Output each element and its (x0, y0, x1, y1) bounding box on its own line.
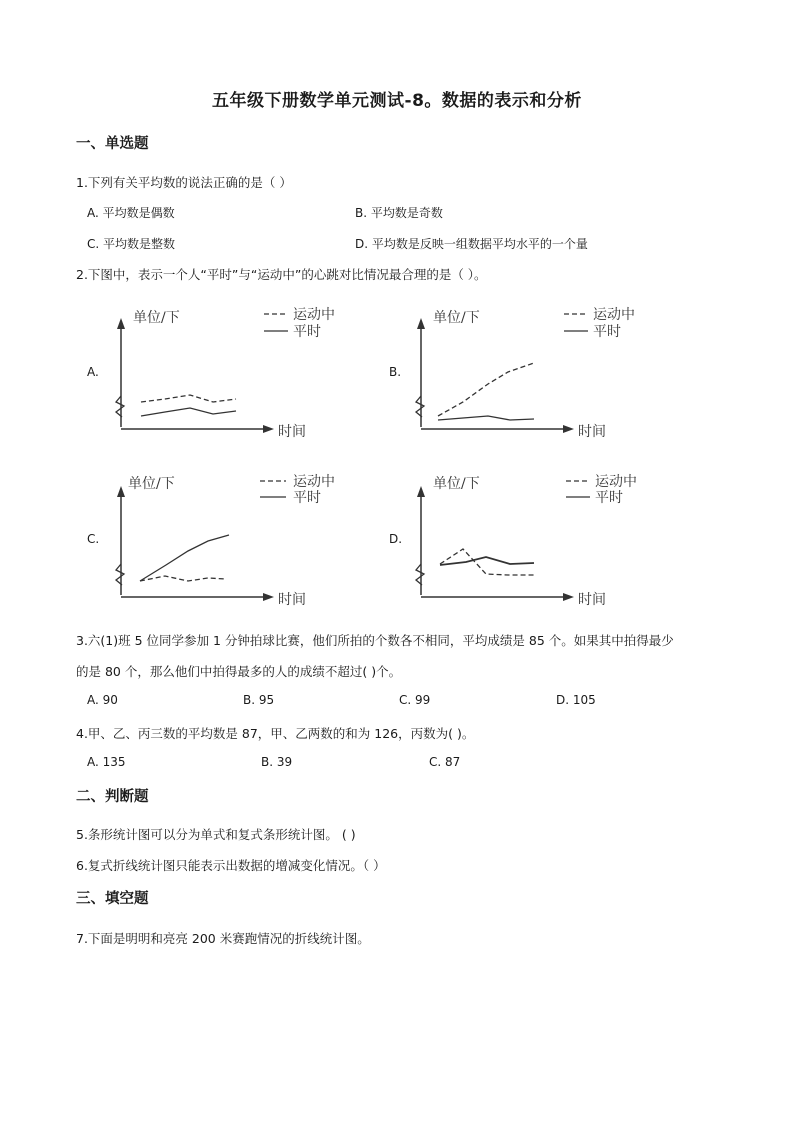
y-axis-label: 单位/下 (133, 310, 180, 326)
q4-option-c[interactable]: C. 87 (429, 755, 461, 769)
legend-moving: 运动中 (595, 474, 637, 490)
q3-option-d[interactable]: D. 105 (556, 693, 596, 707)
question-7: 7.下面是明明和亮亮 200 米赛跑情况的折线统计图。 (76, 931, 370, 946)
section-heading-single-choice: 一、单选题 (76, 136, 149, 152)
q1-option-d[interactable]: D. 平均数是反映一组数据平均水平的一个量 (355, 237, 588, 251)
question-2: 2.下图中，表示一个人“平时”与“运动中”的心跳对比情况最合理的是（ ）。 (76, 267, 487, 282)
graph-b-label[interactable]: B. (389, 365, 402, 379)
heart-rate-graph-b (408, 296, 688, 446)
x-axis-label: 时间 (278, 592, 306, 608)
heart-rate-graph-c (108, 464, 388, 614)
page-title: 五年级下册数学单元测试-8。数据的表示和分析 (212, 91, 582, 111)
graph-a-label[interactable]: A. (87, 365, 99, 379)
y-axis-label: 单位/下 (433, 310, 480, 326)
heart-rate-graph-a (108, 296, 388, 446)
question-5: 5.条形统计图可以分为单式和复式条形统计图。 ( ) (76, 827, 356, 842)
q1-option-b[interactable]: B. 平均数是奇数 (355, 206, 443, 220)
heart-rate-graph-d (408, 464, 688, 614)
y-axis-label: 单位/下 (433, 476, 480, 492)
question-3-line-1: 3.六(1)班 5 位同学参加 1 分钟拍球比赛，他们所拍的个数各不相同，平均成绩是 85 个。如果其中拍得最少 (76, 633, 674, 648)
x-axis-label: 时间 (578, 424, 606, 440)
question-3-line-2: 的是 80 个，那么他们中拍得最多的人的成绩不超过( )个。 (76, 664, 402, 679)
legend-normal: 平时 (593, 324, 621, 340)
legend-moving: 运动中 (293, 307, 335, 323)
question-1: 1.下列有关平均数的说法正确的是（ ） (76, 175, 292, 190)
section-heading-true-false: 二、判断题 (76, 789, 149, 805)
legend-moving: 运动中 (293, 474, 335, 490)
legend-moving: 运动中 (593, 307, 635, 323)
x-axis-label: 时间 (578, 592, 606, 608)
graph-d-label[interactable]: D. (389, 532, 403, 546)
question-6: 6.复式折线统计图只能表示出数据的增减变化情况。（ ） (76, 858, 386, 873)
y-axis-label: 单位/下 (128, 476, 175, 492)
legend-normal: 平时 (293, 490, 321, 506)
q3-option-a[interactable]: A. 90 (87, 693, 118, 707)
q3-option-b[interactable]: B. 95 (243, 693, 275, 707)
section-heading-fill-in: 三、填空题 (76, 891, 149, 907)
graph-c-label[interactable]: C. (87, 532, 100, 546)
legend-normal: 平时 (595, 490, 623, 506)
q4-option-b[interactable]: B. 39 (261, 755, 293, 769)
q4-option-a[interactable]: A. 135 (87, 755, 126, 769)
q1-option-c[interactable]: C. 平均数是整数 (87, 237, 176, 251)
legend-normal: 平时 (293, 324, 321, 340)
q3-option-c[interactable]: C. 99 (399, 693, 431, 707)
q1-option-a[interactable]: A. 平均数是偶数 (87, 206, 175, 220)
question-4: 4.甲、乙、丙三数的平均数是 87，甲、乙两数的和为 126，丙数为( )。 (76, 726, 475, 741)
x-axis-label: 时间 (278, 424, 306, 440)
